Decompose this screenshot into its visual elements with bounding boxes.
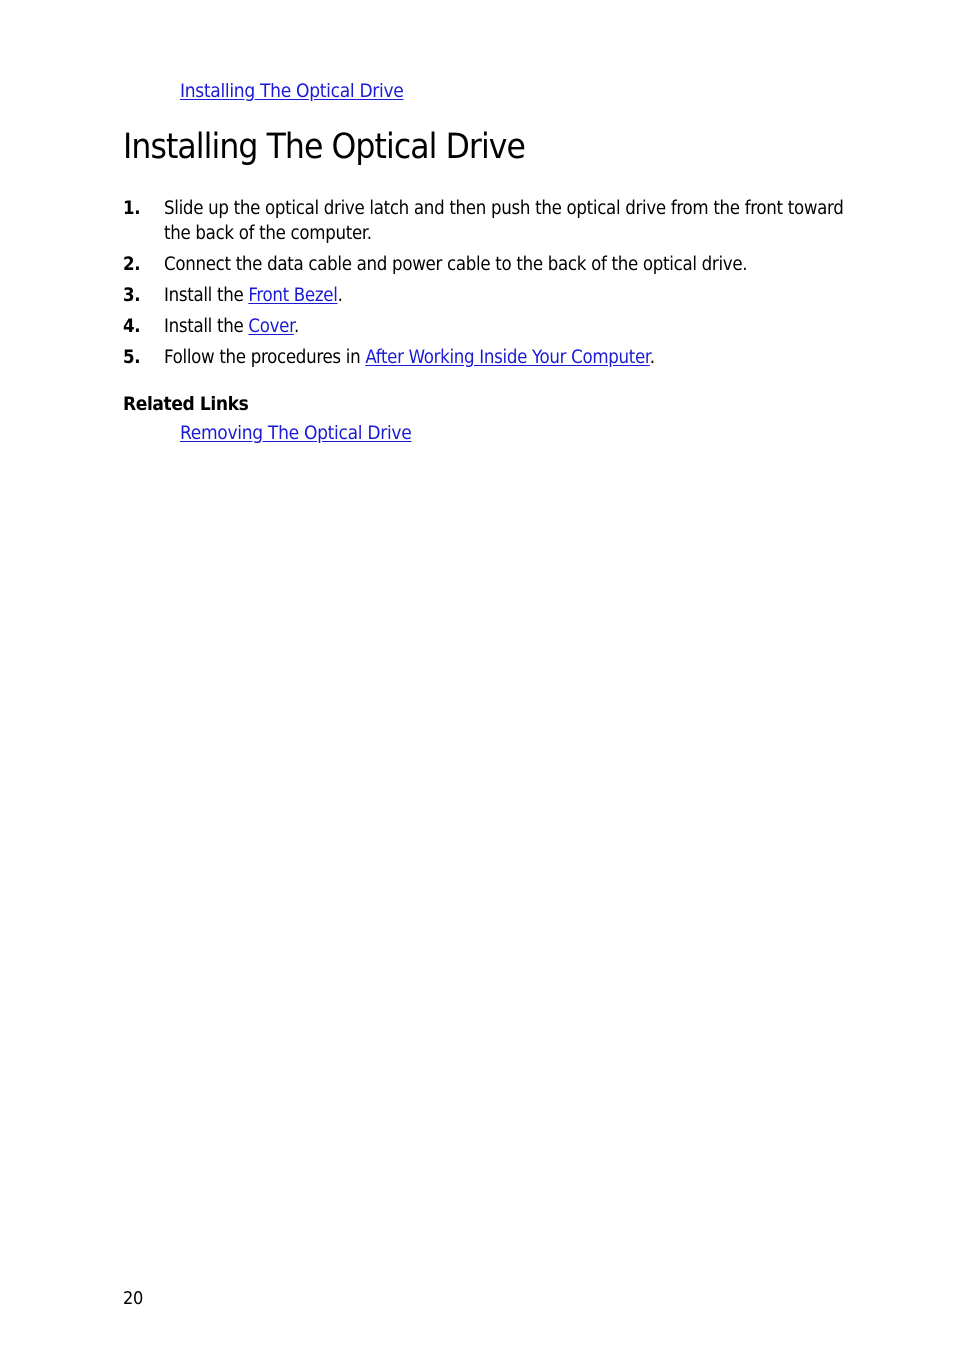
step-number: 1.	[123, 198, 141, 219]
step-item-3	[123, 283, 863, 308]
related-links-list	[180, 422, 411, 444]
step-text-suffix: .	[649, 347, 655, 368]
step-item-4	[123, 314, 863, 339]
step-text: Connect the data cable and power cable to the back of the optical drive.	[164, 254, 748, 275]
step-number: 4.	[123, 316, 141, 337]
page-title: Installing The Optical Drive	[123, 127, 526, 167]
step-number: 3.	[123, 285, 141, 306]
after-working-inside-link[interactable]: After Working Inside Your Computer	[365, 347, 650, 368]
steps-list	[123, 196, 863, 376]
related-links-heading: Related Links	[123, 393, 249, 415]
step-text-prefix: Follow the procedures in	[164, 347, 366, 368]
step-text: Slide up the optical drive latch and then push the optical drive from the front toward the back of the computer.	[164, 198, 844, 244]
step-number: 2.	[123, 254, 141, 275]
cover-link[interactable]: Cover	[248, 316, 294, 337]
step-text-suffix: .	[337, 285, 343, 306]
header-link-installing-optical-drive[interactable]: Installing The Optical Drive	[180, 80, 404, 102]
step-text-suffix: .	[293, 316, 299, 337]
front-bezel-link[interactable]: Front Bezel	[248, 285, 338, 306]
step-text-prefix: Install the	[164, 316, 249, 337]
page-number: 20	[123, 1288, 144, 1309]
related-link-item	[180, 422, 411, 444]
step-text-prefix: Install the	[164, 285, 249, 306]
step-number: 5.	[123, 347, 141, 368]
step-item-1	[123, 196, 863, 246]
removing-optical-drive-link[interactable]: Removing The Optical Drive	[180, 422, 412, 444]
step-item-2	[123, 252, 863, 277]
step-item-5	[123, 345, 863, 370]
